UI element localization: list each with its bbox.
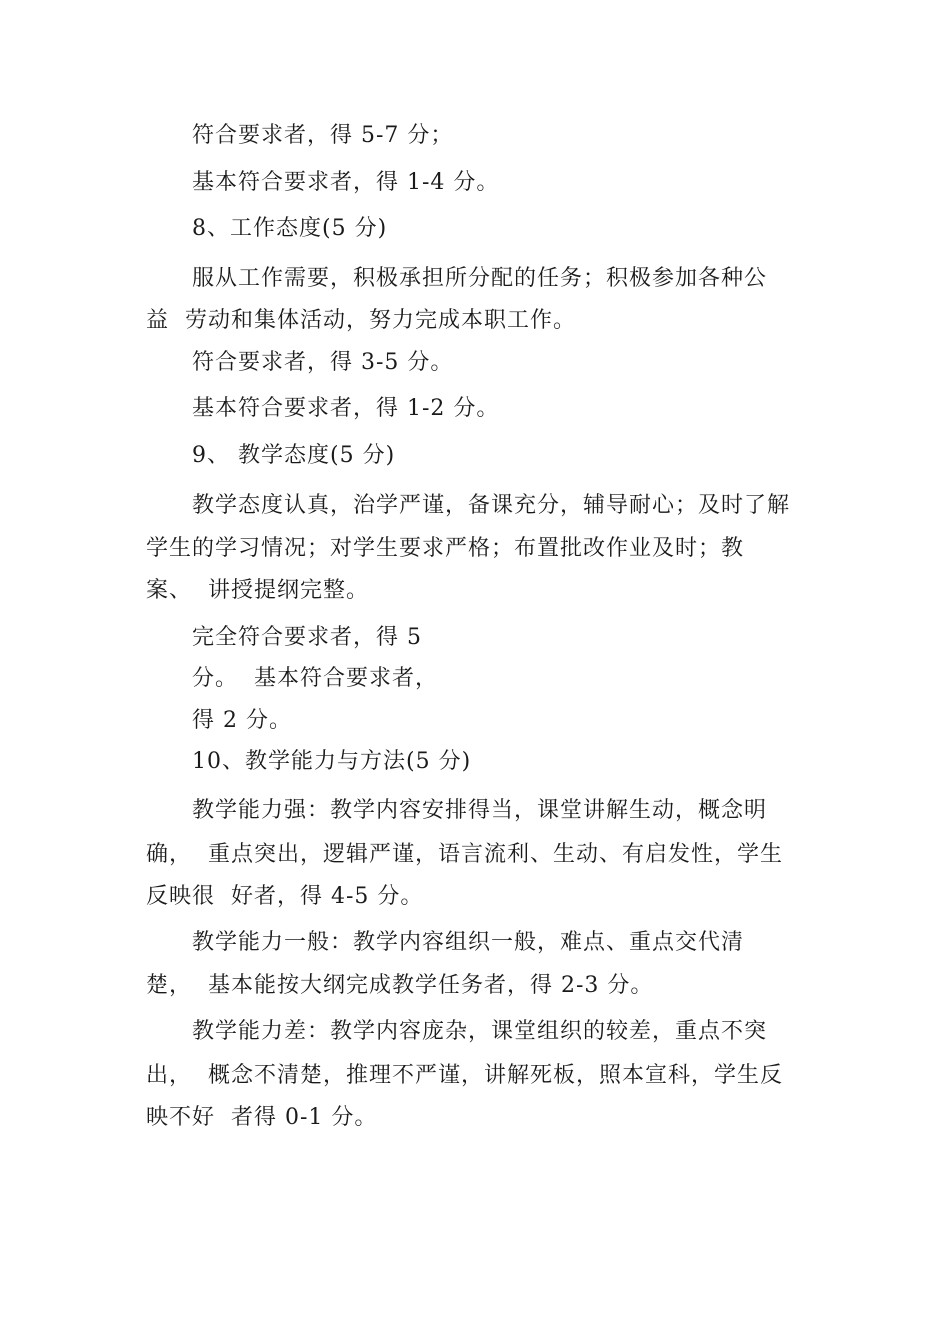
section-heading: 8、工作态度(5 分) bbox=[192, 216, 388, 241]
text-line: 益 劳动和集体活动，努力完成本职工作。 bbox=[146, 308, 576, 333]
text-line: 教学能力一般：教学内容组织一般，难点、重点交代清 bbox=[192, 930, 745, 955]
text-line: 完全符合要求者，得 5 bbox=[192, 625, 422, 650]
text-line: 分。 基本符合要求者， bbox=[192, 666, 438, 691]
text-line: 服从工作需要，积极承担所分配的任务；积极参加各种公 bbox=[192, 266, 768, 291]
text-line: 楚， 基本能按大纲完成教学任务者，得 2-3 分。 bbox=[146, 973, 654, 998]
text-line: 符合要求者，得 3-5 分。 bbox=[192, 350, 454, 375]
section-heading: 9、 教学态度(5 分) bbox=[192, 443, 396, 468]
text-line: 基本符合要求者，得 1-2 分。 bbox=[192, 396, 500, 421]
text-line: 教学态度认真，治学严谨，备课充分，辅导耐心；及时了解 bbox=[192, 493, 791, 518]
text-line: 基本符合要求者，得 1-4 分。 bbox=[192, 170, 500, 195]
text-line: 案、 讲授提纲完整。 bbox=[146, 578, 369, 603]
text-line: 映不好 者得 0-1 分。 bbox=[146, 1105, 378, 1130]
text-line: 符合要求者，得 5-7 分； bbox=[192, 123, 454, 148]
text-line: 出， 概念不清楚，推理不严谨，讲解死板，照本宣科，学生反 bbox=[146, 1063, 783, 1088]
text-line: 教学能力强：教学内容安排得当，课堂讲解生动，概念明 bbox=[192, 798, 768, 823]
section-heading: 10、教学能力与方法(5 分) bbox=[192, 749, 472, 774]
text-line: 确， 重点突出，逻辑严谨，语言流利、生动、有启发性，学生 bbox=[146, 842, 783, 867]
text-line: 得 2 分。 bbox=[192, 708, 292, 733]
text-line: 反映很 好者，得 4-5 分。 bbox=[146, 884, 424, 909]
text-line: 学生的学习情况；对学生要求严格；布置批改作业及时；教 bbox=[146, 536, 745, 561]
text-line: 教学能力差：教学内容庞杂，课堂组织的较差，重点不突 bbox=[192, 1019, 768, 1044]
